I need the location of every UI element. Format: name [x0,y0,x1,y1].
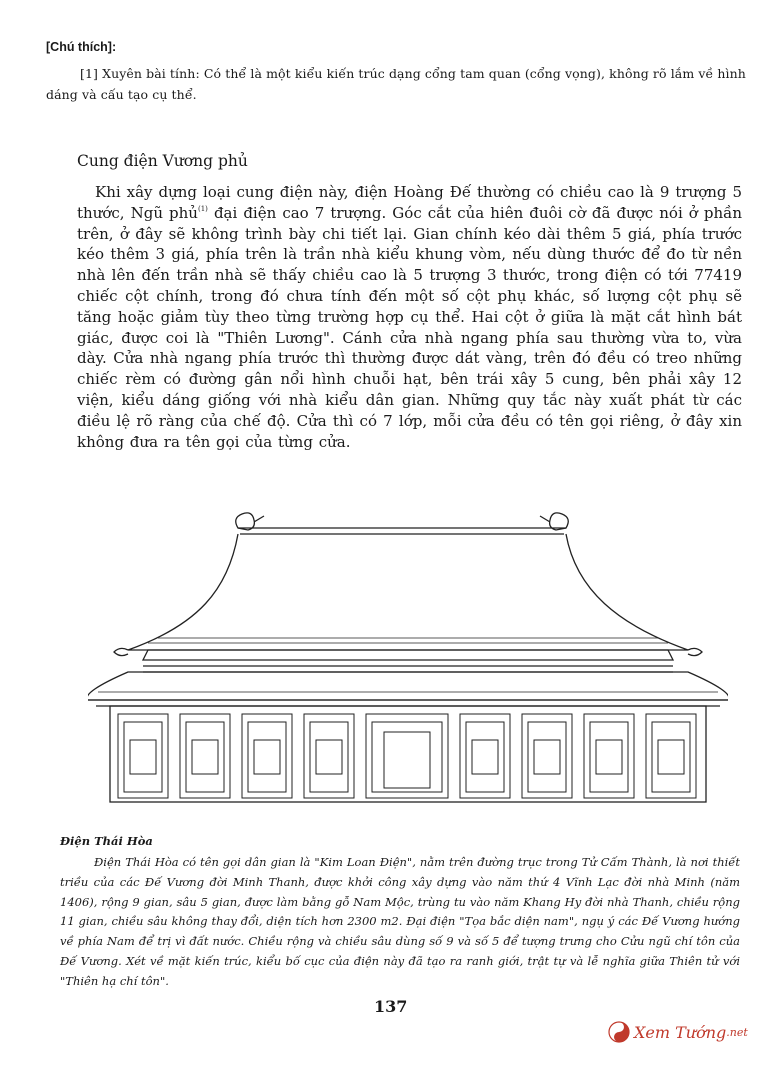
bays [118,714,696,798]
body-text-part-2: đại điện cao 7 trượng. Góc cắt của hiên đuôi cờ đã được nói ở phần trên, ở đây sẽ không trình bày chi tiết lại. Gian chính kéo dài thêm 5 giá, phía trước kéo thêm 3 giá, phía trên là trần nhà kiểu khung vòm, nếu dùng thước để đo từ nền nhà lên đến trần nhà sẽ thấy chiều cao là 5 trượng 3 thước, trong điện có tới 77419 chiếc cột chính, trong đó chưa tính đến một số cột phụ khác, số lượng cột phụ sẽ tăng hoặc giảm tùy theo từng trường hợp cụ thể. Hai cột ở giữa là mặt cắt hình bát giác, được coi là "Thiên Lương". Cánh cửa nhà ngang phía sau thường vừa to, vừa dày. Cửa nhà ngang phía trước thì thường được dát vàng, trên đó đều có treo những chiếc rèm có đường gân nổi hình chuỗi hạt, bên trái xây 5 cung, bên phải xây 12 viện, kiểu dáng giống với nhà kiểu dân gian. Những quy tắc này xuất phát từ các điều lệ rõ ràng của chế độ. Cửa thì có 7 lớp, mỗi cửa đều có tên gọi riêng, ở đây xin không đưa ra tên gọi của từng cửa. [77,203,742,451]
upper-roof [128,534,688,650]
note-heading: [Chú thích]: [46,40,117,54]
palace-illustration [88,500,728,810]
lower-roof [88,672,728,700]
watermark [608,1020,748,1044]
watermark-suffix: .net [726,1025,748,1039]
footnote-ref[interactable]: (1) [197,204,208,213]
body-paragraph [77,182,742,452]
watermark-brand: Xem Tướng [634,1022,727,1042]
yin-yang-icon [608,1021,630,1043]
section-title: Cung điện Vương phủ [77,152,248,170]
caption-title: Điện Thái Hòa [60,834,153,848]
caption-text: Điện Thái Hòa có tên gọi dân gian là "Kim Loan Điện", nằm trên đường trục trong Tử Cấm Thành, là nơi thiết triều của các Đế Vương đời Minh Thanh, được khởi công xây dựng vào năm thứ 4 Vĩnh Lạc đời nhà Minh (năm 1406), rộng 9 gian, sâu 5 gian, được làm bằng gỗ Nam Mộc, trùng tu vào năm Khang Hy đời nhà Thanh, chiều rộng 11 gian, chiều sâu không thay đổi, diện tích hơn 2300 m2. Đại điện "Tọa bắc diện nam", ngụ ý các Đế Vương hướng về phía Nam để trị vì đất nước. Chiều rộng và chiều sâu dùng số 9 và số 5 để tượng trưng cho Cửu ngũ chí tôn của Đế Vương. Xét về mặt kiến trúc, kiểu bố cục của điện này đã tạo ra ranh giới, trật tự và lễ nghĩa giữa Thiên tử với "Thiên hạ chí tôn". [60,855,740,988]
page-number: 137 [374,997,408,1016]
footnote-text: [1] Xuyên bài tính: Có thể là một kiểu kiến trúc dạng cổng tam quan (cổng vọng), không rõ lắm về hình dáng và cấu tạo cụ thể. [46,66,746,102]
main-ridge [238,528,566,534]
body-text-part-1: Khi xây dựng loại cung điện này, điện Hoàng Đế thường có chiều cao là 9 trượng 5 thước, Ngũ phủ [77,183,742,222]
upper-eave [143,650,673,660]
